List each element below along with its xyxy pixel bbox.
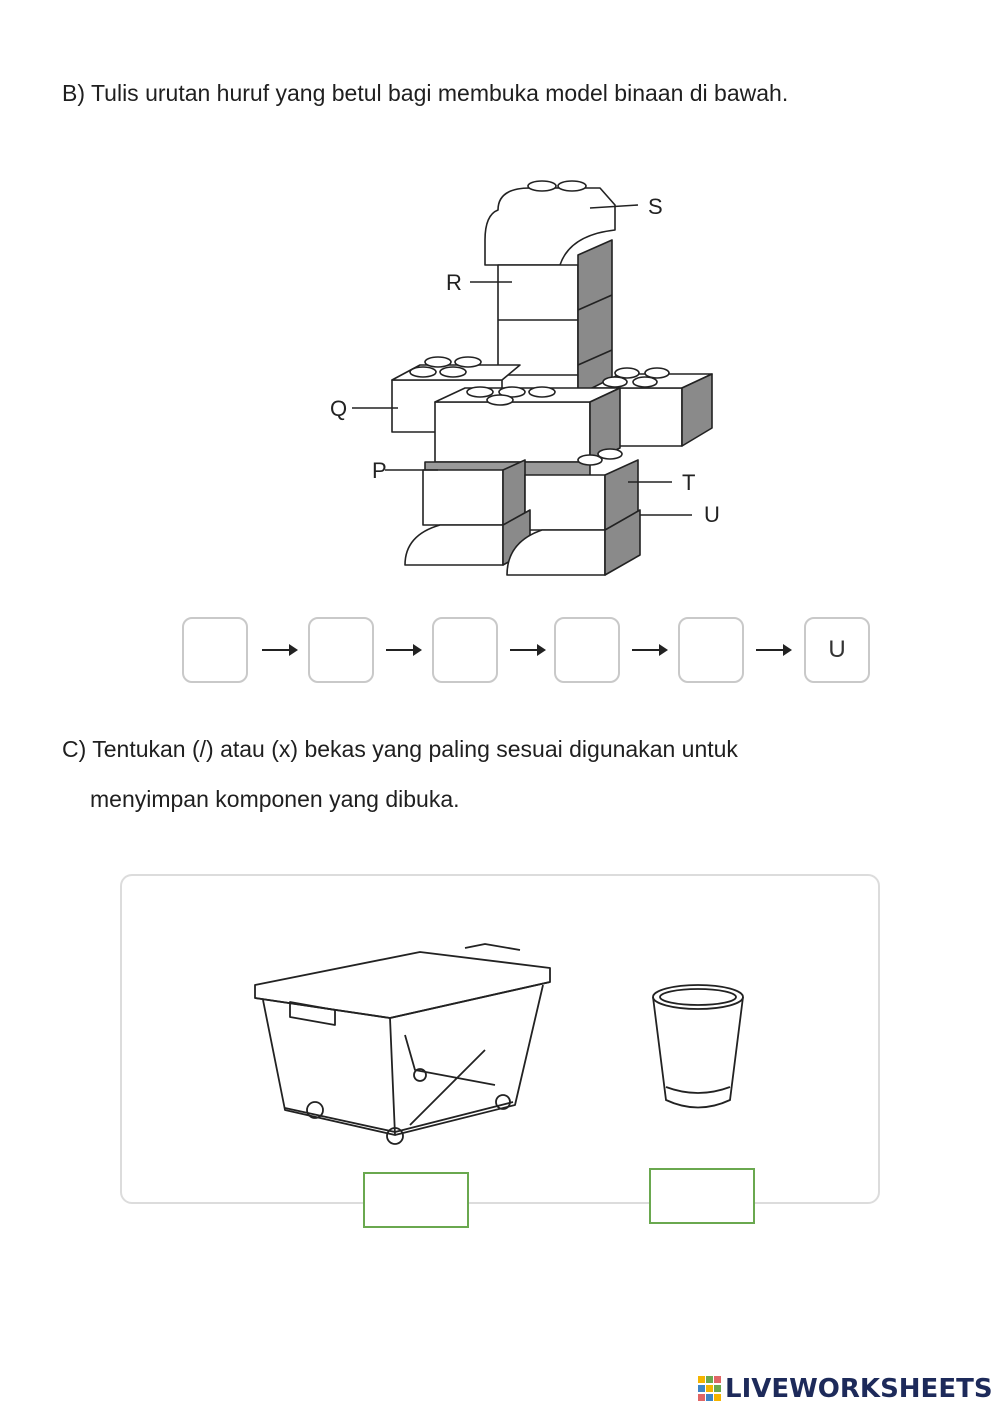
arrow-icon [510, 649, 544, 651]
question-c-line1: C) Tentukan (/) atau (x) bekas yang paling sesuai digunakan untuk [62, 736, 738, 762]
arrow-icon [262, 649, 296, 651]
storage-container-icon [245, 940, 565, 1150]
label-q: Q [330, 396, 348, 421]
liveworksheets-logo-text: LIVEWORKSHEETS [725, 1374, 993, 1404]
sequence-box-3[interactable] [432, 617, 498, 683]
question-c-line2: menyimpan komponen yang dibuka. [90, 786, 460, 812]
arrow-icon [386, 649, 420, 651]
arrow-icon [632, 649, 666, 651]
lego-model-illustration [320, 170, 740, 590]
arrow-icon [756, 649, 790, 651]
sequence-box-2[interactable] [308, 617, 374, 683]
answer-box-container[interactable] [363, 1172, 469, 1228]
label-t: T [682, 470, 696, 495]
answer-box-cup[interactable] [649, 1168, 755, 1224]
liveworksheets-logo-icon [698, 1376, 722, 1402]
sequence-box-4[interactable] [554, 617, 620, 683]
sequence-box-5[interactable] [678, 617, 744, 683]
label-p: P [372, 458, 387, 483]
sequence-row [170, 605, 890, 695]
label-u: U [704, 502, 720, 527]
label-s: S [648, 194, 663, 219]
glass-cup-icon [640, 975, 760, 1125]
liveworksheets-logo [698, 1374, 993, 1404]
sequence-box-6: U [804, 617, 870, 683]
label-r: R [446, 270, 462, 295]
sequence-box-1[interactable] [182, 617, 248, 683]
question-b-text: B) Tulis urutan huruf yang betul bagi membuka model binaan di bawah. [62, 80, 789, 106]
